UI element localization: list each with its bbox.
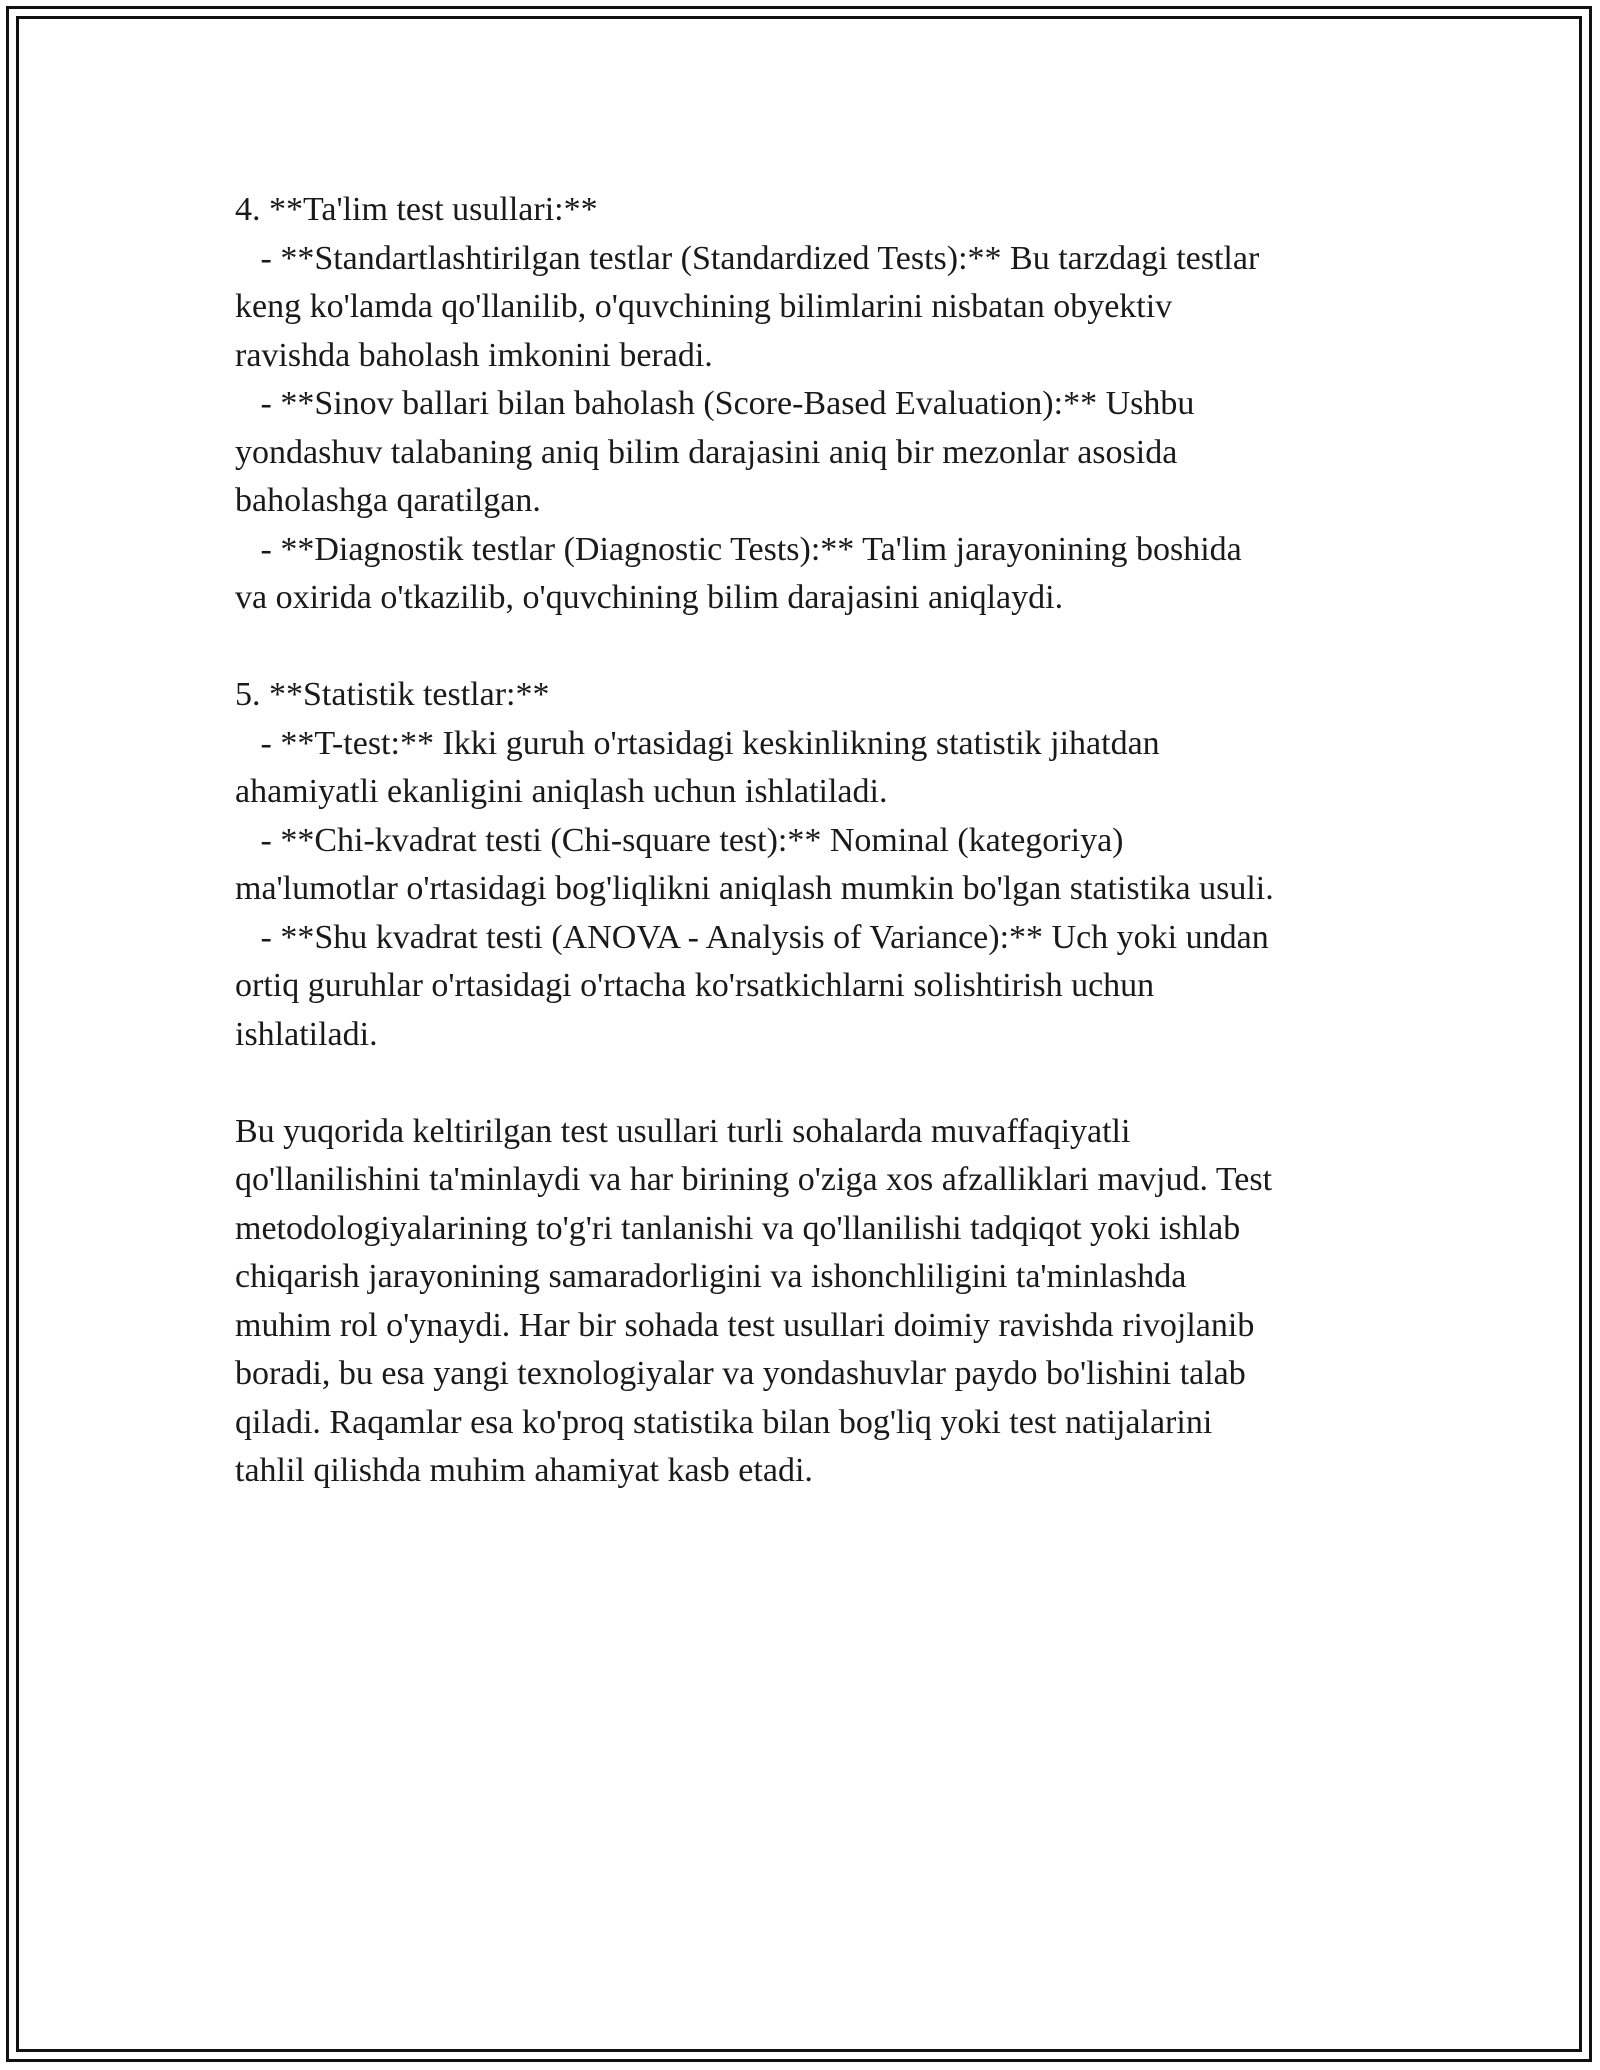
section-5-heading: 5. **Statistik testlar:** xyxy=(235,676,550,713)
list-item-line: yondashuv talabaning aniq bilim darajasini aniq bir mezonlar asosida xyxy=(235,433,1178,471)
paragraph-line: metodologiyalarining to'g'ri tanlanishi va qo'llanilishi tadqiqot yoki ishlab xyxy=(235,1209,1241,1247)
list-item-line: ishlatiladi. xyxy=(235,1015,378,1053)
paragraph-spacer xyxy=(235,623,1375,672)
list-item-line: baholashga qaratilgan. xyxy=(235,482,541,519)
section-5-item-t-test xyxy=(235,720,1375,817)
paragraph-line: boradi, bu esa yangi texnologiyalar va yondashuvlar paydo bo'lishini talab xyxy=(235,1355,1246,1392)
list-item-line: ortiq guruhlar o'rtasidagi o'rtacha ko'rsatkichlarni solishtirish uchun xyxy=(235,967,1155,1004)
section-5-item-chi-square-test xyxy=(235,817,1375,914)
paragraph-line: chiqarish jarayonining samaradorligini va ishonchliligini ta'minlashda xyxy=(235,1258,1187,1295)
paragraph-line: qiladi. Raqamlar esa ko'proq statistika bilan bog'liq yoki test natijalarini xyxy=(235,1403,1213,1441)
list-item-line: - **Chi-kvadrat testi (Chi-square test):** Nominal (kategoriya) xyxy=(235,821,1124,859)
paragraph-spacer xyxy=(235,1059,1375,1108)
list-item-line: va oxirida o'tkazilib, o'quvchining bilim darajasini aniqlaydi. xyxy=(235,579,1064,616)
list-item-line: - **Diagnostik testlar (Diagnostic Tests):** Ta'lim jarayonining boshida xyxy=(235,530,1242,568)
document-body xyxy=(235,186,1375,1496)
section-4-item-standardized-tests xyxy=(235,235,1375,381)
section-4-heading: 4. **Ta'lim test usullari:** xyxy=(235,191,598,228)
paragraph-line: Bu yuqorida keltirilgan test usullari turli sohalarda muvaffaqiyatli xyxy=(235,1112,1131,1150)
list-item-line: - **Standartlashtirilgan testlar (Standardized Tests):** Bu tarzdagi testlar xyxy=(235,239,1260,277)
paragraph-line: qo'llanilishini ta'minlaydi va har birining o'ziga xos afzalliklari mavjud. Test xyxy=(235,1161,1273,1198)
section-5-item-anova xyxy=(235,914,1375,1060)
list-item-line: - **T-test:** Ikki guruh o'rtasidagi keskinlikning statistik jihatdan xyxy=(235,724,1160,762)
list-item-line: - **Shu kvadrat testi (ANOVA - Analysis of Variance):** Uch yoki undan xyxy=(235,918,1269,956)
paragraph-line: tahlil qilishda muhim ahamiyat kasb etadi. xyxy=(235,1452,813,1489)
list-item-line: ravishda baholash imkonini beradi. xyxy=(235,336,713,374)
section-4-item-diagnostic-tests xyxy=(235,526,1375,623)
list-item-line: ahamiyatli ekanligini aniqlash uchun ishlatiladi. xyxy=(235,773,888,810)
list-item-line: ma'lumotlar o'rtasidagi bog'liqlikni aniqlash mumkin bo'lgan statistika usuli. xyxy=(235,870,1274,907)
paragraph-line: muhim rol o'ynaydi. Har bir sohada test usullari doimiy ravishda rivojlanib xyxy=(235,1306,1255,1344)
list-item-line: keng ko'lamda qo'llanilib, o'quvchining bilimlarini nisbatan obyektiv xyxy=(235,288,1173,325)
conclusion-paragraph xyxy=(235,1108,1375,1496)
section-4-item-score-based-evaluation xyxy=(235,380,1375,526)
list-item-line: - **Sinov ballari bilan baholash (Score-Based Evaluation):** Ushbu xyxy=(235,385,1195,422)
